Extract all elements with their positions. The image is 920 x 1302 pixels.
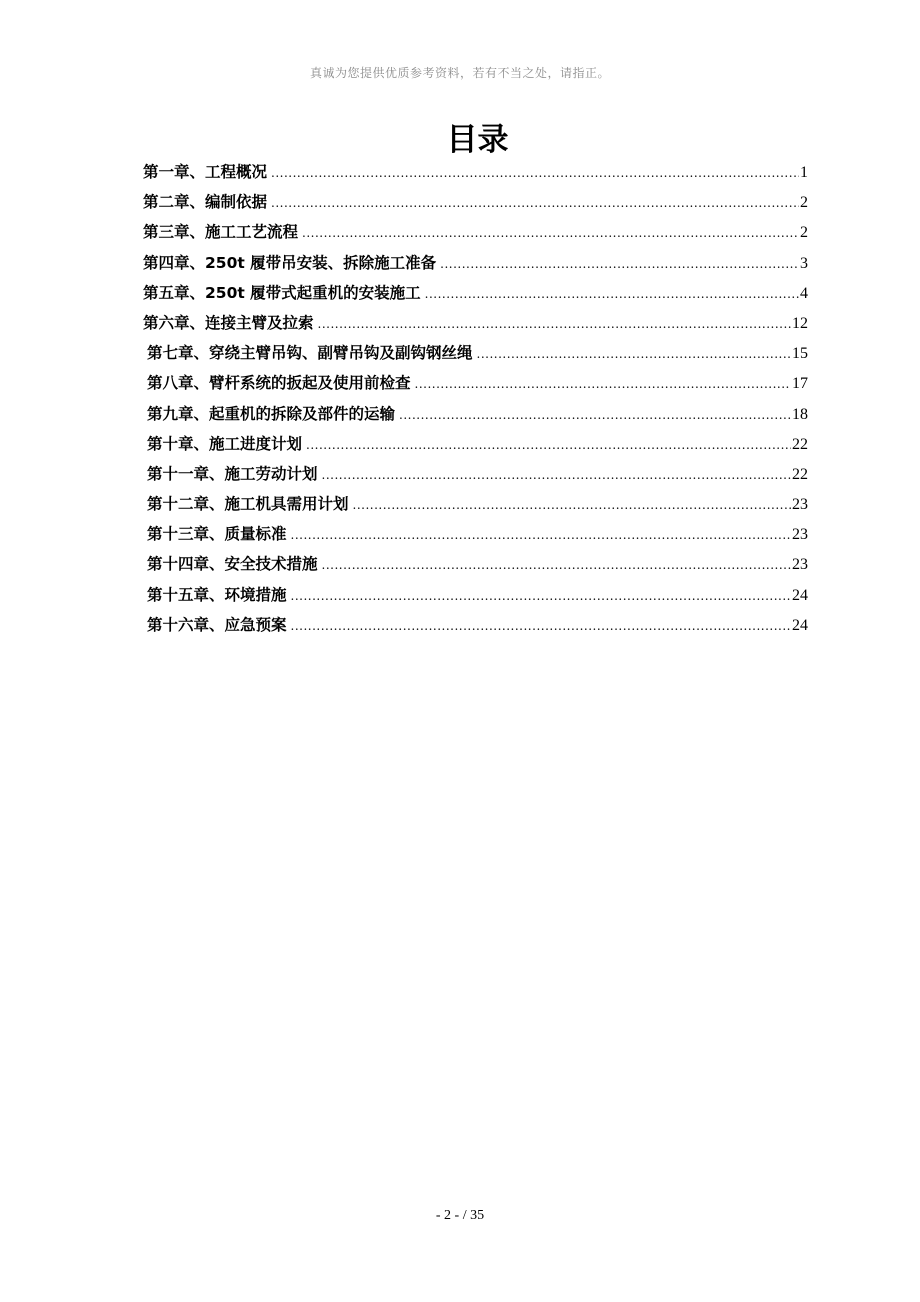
toc-entry-label: 第一章、工程概况 bbox=[143, 163, 268, 181]
toc-entry-label: 第五章、250t 履带式起重机的安装施工 bbox=[143, 283, 421, 302]
toc-entry-label: 第十五章、环境措施 bbox=[147, 585, 287, 604]
toc-entry-label: 第九章、起重机的拆除及部件的运输 bbox=[147, 404, 396, 423]
toc-entry-page: 23 bbox=[792, 496, 808, 514]
toc-entry-8[interactable] bbox=[147, 371, 808, 401]
toc-entry-label: 第十四章、安全技术措施 bbox=[147, 555, 318, 574]
toc-entry-13[interactable] bbox=[147, 522, 808, 552]
header-note: 真诚为您提供优质参考资料，若有不当之处，请指正。 bbox=[309, 66, 610, 80]
toc-entry-2[interactable] bbox=[143, 190, 808, 220]
toc-entry-11[interactable] bbox=[147, 462, 808, 492]
toc-entry-page: 22 bbox=[792, 435, 808, 453]
dot-leader bbox=[425, 287, 799, 301]
toc-entry-4[interactable] bbox=[143, 251, 808, 281]
toc-entry-1[interactable] bbox=[143, 160, 808, 190]
dot-leader bbox=[291, 589, 791, 603]
toc-entry-label: 第四章、250t 履带吊安装、拆除施工准备 bbox=[143, 253, 437, 272]
toc-entry-10[interactable] bbox=[147, 432, 808, 462]
toc-entry-12[interactable] bbox=[147, 492, 808, 522]
toc-entry-7[interactable] bbox=[147, 341, 808, 371]
toc-entry-page: 22 bbox=[792, 465, 808, 483]
toc-entry-label: 第七章、穿绕主臂吊钩、副臂吊钩及副钩钢丝绳 bbox=[147, 344, 473, 363]
dot-leader bbox=[322, 468, 791, 482]
toc-entry-3[interactable] bbox=[143, 220, 808, 250]
toc-entry-9[interactable] bbox=[147, 402, 808, 432]
dot-leader bbox=[271, 166, 799, 180]
toc-entry-page: 24 bbox=[792, 616, 808, 634]
dot-leader bbox=[399, 408, 791, 422]
toc-entry-label: 第六章、连接主臂及拉索 bbox=[143, 313, 314, 332]
dot-leader bbox=[302, 226, 799, 240]
page-footer: - 2 - / 35 bbox=[435, 1208, 485, 1223]
toc-entry-page: 1 bbox=[800, 164, 808, 181]
dot-leader bbox=[477, 347, 791, 361]
dot-leader bbox=[415, 377, 791, 391]
dot-leader bbox=[291, 528, 791, 542]
toc-title: 目录 bbox=[446, 122, 509, 158]
dot-leader bbox=[322, 558, 791, 572]
toc-entry-page: 23 bbox=[792, 526, 808, 544]
toc-entry-5[interactable] bbox=[143, 281, 808, 311]
toc-entry-page: 4 bbox=[800, 284, 808, 302]
toc-entry-page: 18 bbox=[792, 405, 808, 423]
toc-entry-page: 15 bbox=[792, 345, 808, 363]
toc-entry-14[interactable] bbox=[147, 552, 808, 582]
toc-entry-label: 第三章、施工工艺流程 bbox=[143, 223, 299, 242]
toc-entry-page: 17 bbox=[792, 375, 808, 393]
toc-entry-label: 第十六章、应急预案 bbox=[147, 615, 287, 634]
toc-entry-page: 2 bbox=[800, 224, 808, 242]
table-of-contents bbox=[0, 160, 920, 643]
dot-leader bbox=[271, 196, 799, 210]
toc-entry-page: 3 bbox=[800, 254, 808, 272]
toc-entry-label: 第十一章、施工劳动计划 bbox=[147, 464, 318, 483]
dot-leader bbox=[306, 438, 791, 452]
toc-entry-label: 第十章、施工进度计划 bbox=[147, 434, 303, 453]
toc-entry-page: 12 bbox=[792, 314, 808, 332]
toc-entry-15[interactable] bbox=[147, 583, 808, 613]
dot-leader bbox=[318, 317, 791, 331]
toc-entry-page: 2 bbox=[800, 194, 808, 212]
toc-entry-label: 第二章、编制依据 bbox=[143, 193, 268, 212]
dot-leader bbox=[353, 498, 791, 512]
toc-entry-page: 24 bbox=[792, 586, 808, 604]
toc-entry-label: 第十三章、质量标准 bbox=[147, 525, 287, 544]
toc-entry-page: 23 bbox=[792, 556, 808, 574]
dot-leader bbox=[291, 619, 791, 633]
toc-entry-6[interactable] bbox=[143, 311, 808, 341]
toc-entry-label: 第八章、臂杆系统的扳起及使用前检查 bbox=[147, 374, 411, 393]
toc-entry-16[interactable] bbox=[147, 613, 808, 643]
dot-leader bbox=[440, 257, 799, 271]
toc-entry-label: 第十二章、施工机具需用计划 bbox=[147, 495, 349, 514]
